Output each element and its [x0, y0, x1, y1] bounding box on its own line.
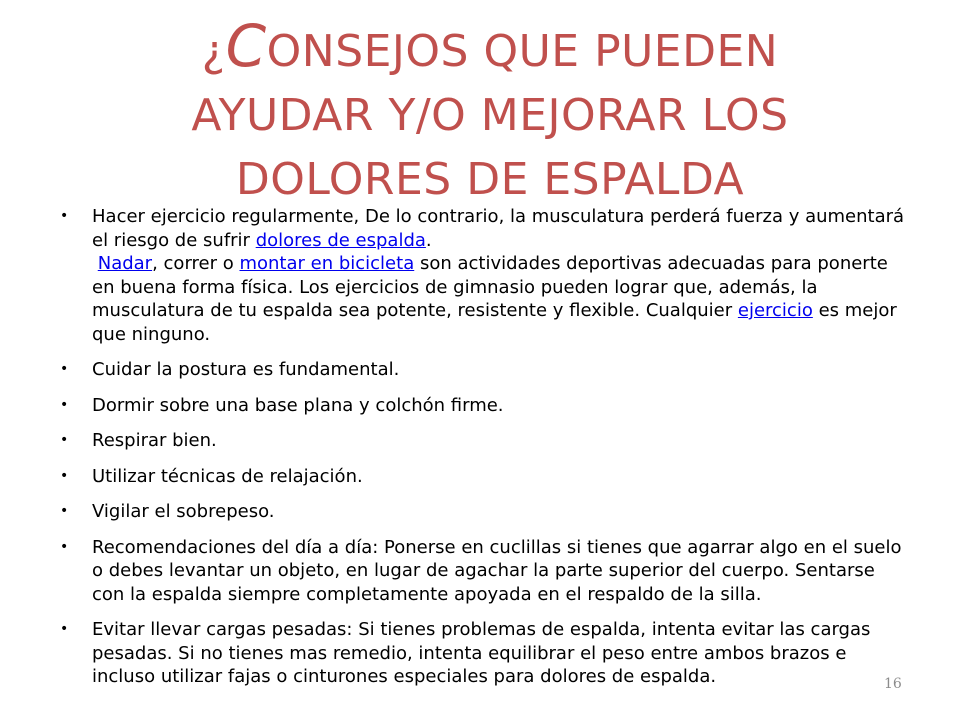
slide-title	[80, 14, 900, 212]
bullet-item-heavy-loads: • Evitar llevar cargas pesadas: Si tienes problemas de espalda, intenta evitar las cargas pesadas. Si no tienes mas remedio, intenta equilibrar el peso entre ambos brazos e incluso utilizar fajas o cinturones especiales para dolores de espalda.	[56, 618, 912, 689]
title-line-3: DOLORES DE ESPALDA	[235, 154, 745, 205]
bullet-item-exercise	[56, 205, 912, 346]
bullet-item-overweight: • Vigilar el sobrepeso.	[56, 500, 912, 524]
title-line-2: AYUDAR Y/O MEJORAR LOS	[191, 90, 789, 141]
bullet-item-posture: • Cuidar la postura es fundamental.	[56, 358, 912, 382]
bullet-text: es mejor que ninguno.	[92, 300, 897, 345]
bullet-item-sleep: • Dormir sobre una base plana y colchón firme.	[56, 394, 912, 418]
bullet-list	[56, 205, 912, 701]
title-question-mark: ¿	[201, 26, 226, 77]
bullet-item-daily-tips: • Recomendaciones del día a día: Ponerse en cuclillas si tienes que agarrar algo en el suelo o debes levantar un objeto, en lugar de agachar la parte superior del cuerpo. Sentarse con la espalda siempre completamente apoyada en el respaldo de la silla.	[56, 536, 912, 607]
bullet-item-relaxation: • Utilizar técnicas de relajación.	[56, 465, 912, 489]
page-number: 16	[884, 676, 902, 692]
bullet-text: , correr o	[152, 253, 240, 274]
link-nadar[interactable]: Nadar	[97, 253, 153, 274]
bullet-text: .	[425, 229, 432, 251]
bullet-text: son actividades deportivas adecuadas para ponerte en buena forma física. Los ejercicios de gimnasio pueden lograr que, además, la musculatura de tu espalda sea potente, resistente y flexible. Cualquier	[92, 253, 888, 321]
bullet-item-breathe: • Respirar bien.	[56, 429, 912, 453]
link-ejercicio[interactable]: ejercicio	[737, 300, 813, 321]
link-montar-en-bicicleta[interactable]: montar en bicicleta	[239, 253, 415, 274]
title-initial-letter: C	[225, 12, 267, 80]
title-line-1: ONSEJOS QUE PUEDEN	[266, 26, 779, 77]
link-dolores-de-espalda[interactable]: dolores de espalda	[255, 229, 426, 251]
bullet-text: Hacer ejercicio regularmente, De lo contrario, la musculatura perderá fuerza y aumentará el riesgo de sufrir	[92, 206, 905, 251]
